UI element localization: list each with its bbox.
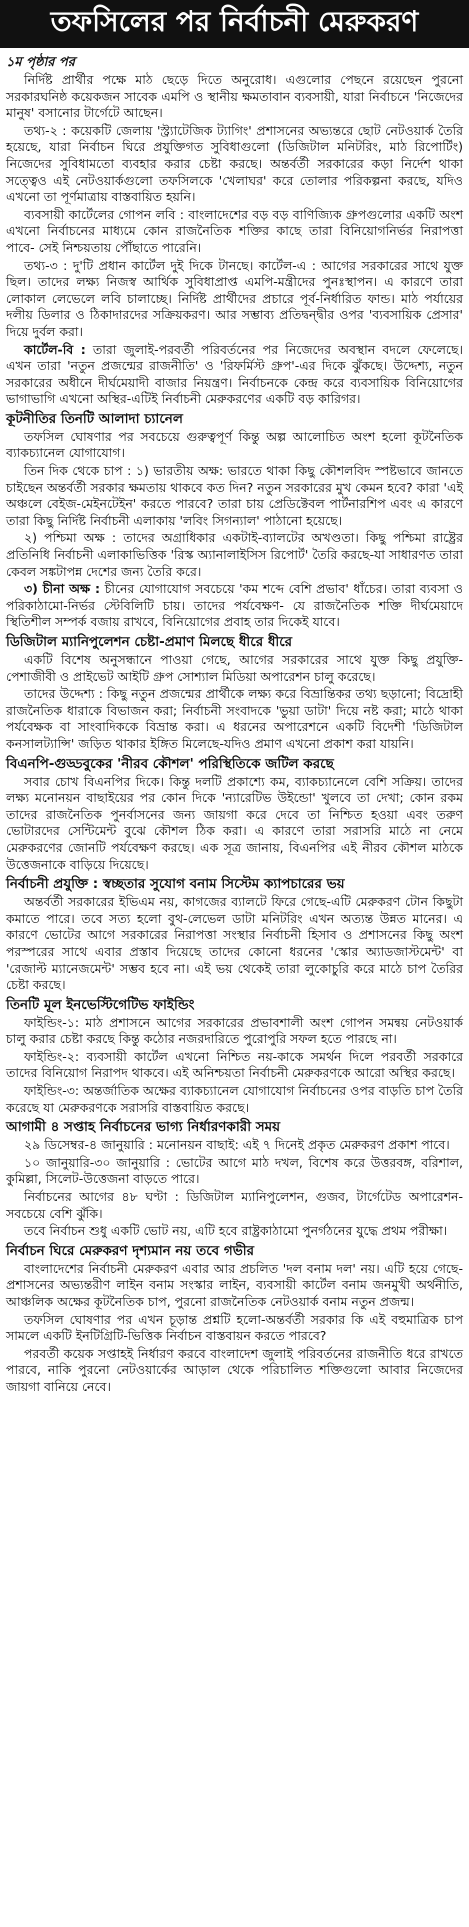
article-body — [0, 48, 469, 1396]
section-heading: ডিজিটাল ম্যানিপুলেশন চেষ্টা-প্রমাণ মিলছে ধীরে ধীরে — [6, 634, 293, 650]
paragraph-text: তিন দিক থেকে চাপ : ১) ভারতীয় অক্ষ: ভারতে থাকা কিছু কৌশলবিদ স্পষ্টভাবে জানতে চাইছেন অন্তর্বর্তী সরকার ক্ষমতায় থাকবে কত দিন? নতুন সরকারের মুখ কেমন হবে? কারা 'এই অঞ্চলে বেইজ-মেইনটেইন' করতে পারবে? তারা চায় প্রেডিক্টেবল পার্টনারশিপ এবং এ কারণে তারা কিছু নির্দিষ্ট নির্বাচনী এলাকায় 'লবিং সিগন্যাল' পাঠানো হয়েছে। — [6, 463, 463, 528]
paragraph-text: অন্তর্বর্তী সরকারের ইভিএম নয়, কাগজের ব্যালটে ফিরে গেছে-এটি মেরুকরণ টোন কিছুটা কমাতে পারে। তবে সত্য হলো বুথ-লেভেল ডাটা মনিটরিং এখন অত্যন্ত উন্নত মানের। এ কারণে ভোটের আগে সরকারের নিরাপত্তা সংস্থার নির্বাচনী হিসাব ও প্রশাসনের কিছু অংশ পরস্পরের সাথে এবার প্রস্তাব দিয়েছে তাদের কোনো ধরনের 'স্কোর অ্যাডজাস্টমেন্ট' বা 'রেজাল্ট ম্যানেজমেন্ট' সম্ভব হবে না। এই ভয় থেকেই তারা লুকোচুরি করে মাঠে চাপ তৈরির চেষ্টা করছে। — [6, 894, 463, 993]
paragraph — [6, 686, 463, 752]
paragraph-text: নির্বাচনের আগের ৪৮ ঘণ্টা : ডিজিটাল ম্যানিপুলেশন, গুজব, টার্গেটেড অপারেশন-সবচেয়ে বেশি ঝুঁকি। — [6, 1189, 463, 1221]
paragraph-text: ফাইন্ডিং-২: ব্যবসায়ী কার্টেল এখনো নিশ্চিত নয়-কাকে সমর্থন দিলে পরবর্তী সরকারে তাদের বিনিয়োগ নিরাপদ থাকবে। এই অনিশ্চয়তা নির্বাচনী মেরুকরণকে আরো অস্থির করছে। — [6, 1048, 463, 1081]
section-heading: কূটনীতির তিনটি আলাদা চ্যানেল — [6, 410, 183, 427]
paragraph-text: ২৯ ডিসেম্বর-৪ জানুয়ারি : মনোনয়ন বাছাই: এই ৭ দিনেই প্রকৃত মেরুকরণ প্রকাশ পাবে। — [24, 1137, 450, 1153]
section-heading: নির্বাচনী প্রযুক্তি : স্বচ্ছতার সুযোগ বনাম সিস্টেম ক্যাপচারের ভয় — [6, 876, 345, 893]
paragraph-text: ফাইন্ডিং-১: মাঠ প্রশাসনে আগের সরকারের প্রভাবশালী অংশ গোপন সমন্বয় নেটওয়ার্ক চালু করার চেষ্টা করছে কিন্তু কঠোর নজরদারিতে পুরোপুরি সফল হতে পারছে না। — [6, 1014, 463, 1047]
paragraph — [6, 123, 463, 206]
paragraph-text: ১০ জানুয়ারি-৩০ জানুয়ারি : ভোটের আগে মাঠ দখল, বিশেষ করে উত্তরবঙ্গ, বরিশাল, কুমিল্লা, সিলেট-উত্তেজনা বাড়তে পারে। — [6, 1154, 463, 1187]
paragraph — [6, 652, 463, 685]
paragraph-text: পরবর্তী কয়েক সপ্তাহই নির্ধারণ করবে বাংলাদেশ জুলাই পরিবর্তনের রাজনীতি ধরে রাখতে পারবে, নাকি পুরনো নেটওয়ার্কের আড়াল থেকে পরিচালিত শক্তিগুলো আবার নিজেদের জায়গা বানিয়ে নেবে। — [6, 1345, 463, 1394]
paragraph — [6, 429, 463, 462]
paragraph-text: তবে নির্বাচন শুধু একটি ভোট নয়, এটি হবে রাষ্ট্রকাঠামো পুনর্গঠনের যুদ্ধে প্রথম পরীক্ষা। — [24, 1223, 448, 1239]
section-heading: বিএনপি-গুড্ডবুকের 'নীরব কৌশল' পরিস্থিতিকে জটিল করছে — [6, 755, 334, 772]
section-heading: তিনটি মূল ইনভেস্টিগেটিভ ফাইন্ডিং — [6, 996, 195, 1013]
paragraph-text: তথ্য-২ : কয়েকটি জেলায় 'স্ট্র্যাটেজিক ট্যাগিং' প্রশাসনের অভ্যন্তরে ছোট নেটওয়ার্ক তৈরি হয়েছে, যারা নির্বাচন ঘিরে প্রযুক্তিগত সুবিধাগুলো (ডিজিটাল মনিটরিং, মাঠ রিপোর্টিং) নিজেদের সুবিধামতো ব্যবহার করার চেষ্টা করছে। অন্তর্বর্তী সরকারের কড়া নির্দেশ থাকা সত্ত্বেও এই নেটওয়ার্কগুলো তফসিলকে 'খেলাঘর' করে তোলার পরিকল্পনা করছে, যদিও এখনো তা পূর্ণমাত্রায় বাস্তবায়িত হয়নি। — [6, 122, 463, 205]
paragraph — [6, 463, 463, 529]
paragraph — [6, 774, 463, 874]
paragraph — [6, 1015, 463, 1048]
continued-label: ১ম পৃষ্ঠার পর — [6, 55, 75, 70]
paragraph — [6, 207, 463, 257]
paragraph-text: ২) পশ্চিমা অক্ষ : তাদের অগ্রাধিকার একটাই-ব্যালটের অখণ্ডতা। কিছু পশ্চিমা রাষ্ট্রের প্রতিনিধি নির্বাচনী এলাকাভিত্তিক 'রিস্ক অ্যানালাইসিস রিপোর্ট' তৈরি করছে-যা সাধারণত তারা কেবল সঙ্কটাপন্ন দেশের জন্য তৈরি করে। — [6, 530, 463, 579]
paragraph — [6, 581, 463, 631]
paragraph — [6, 1261, 463, 1311]
paragraph — [6, 894, 463, 994]
paragraph — [6, 72, 463, 122]
paragraph — [6, 258, 463, 341]
section-heading: আগামী ৪ সপ্তাহ নির্বাচনের ভাগ্য নির্ধারণকারী সময় — [6, 1119, 281, 1136]
paragraph-text: তারা জুলাই-পরবর্তী পরিবর্তনের পর নিজেদের অবস্থান বদলে ফেলেছে। এখন তারা 'নতুন প্রজন্মের রাজনীতি' ও 'রিফর্মিস্ট গ্রুপ'-এর দিকে ঝুঁকছে। উদ্দেশ্য, নতুন সরকারের অধীনে দীর্ঘমেয়াদী বাজার নিয়ন্ত্রণ। নির্বাচনকে কেন্দ্র করে ব্যবসায়িক বিনিয়োগের ভাগাভাগি এখনো অস্থির-এটিই নির্বাচনী মেরুকরণের একটি বড় কারিগর। — [6, 341, 463, 407]
paragraph — [6, 1189, 463, 1222]
paragraph-text: সবার চোখ বিএনপির দিকে। কিন্তু দলটি প্রকাশ্যে কম, ব্যাকচ্যানেলে বেশি সক্রিয়। তাদের লক্ষ্য মনোনয়ন বাছাইয়ের পর কোন দিকে 'ন্যারেটিভ উইন্ডো' খুলবে তা দেখা; কোন রকম তাদের রাজনৈতিক পুনর্বাসনের জন্য জায়গা করে দেবে তা নিশ্চিত হওয়া এবং তরুণ ভোটারদের সেন্টিমেন্ট বুঝে কৌশল ঠিক করা। এ কারণে তারা সরাসরি মাঠে না নেমে মেরুকরণের জোনটি পর্যবেক্ষণ করছে। এক সূত্র জানায়, বিএনপির এই নীরব কৌশল মাঠকে উত্তেজনাকে বাড়িয়ে দিয়েছে। — [6, 773, 464, 872]
paragraph — [6, 530, 463, 580]
paragraph — [6, 1312, 463, 1345]
paragraph-text: বাংলাদেশের নির্বাচনী মেরুকরণ এবার আর প্রচলিত 'দল বনাম দল' নয়। এটি হয়ে গেছে- প্রশাসনের অভ্যন্তরীণ লাইন বনাম সংস্কার লাইন, ব্যবসায়ী কার্টেল বনাম জনমুখী অর্থনীতি, আঞ্চলিক অক্ষের কূটনৈতিক চাপ, পুরনো রাজনৈতিক নেটওয়ার্ক বনাম নতুন প্রজন্ম। — [6, 1260, 463, 1309]
paragraph-text: একটি বিশেষ অনুসন্ধানে পাওয়া গেছে, আগের সরকারের সাথে যুক্ত কিছু প্রযুক্তি-পেশাজীবী ও প্রাইভেট আইটি গ্রুপ সোশ্যাল মিডিয়া অপারেশন চালু করেছে। — [6, 652, 463, 684]
paragraph-text: চীনের যোগাযোগ সবচেয়ে 'কম শব্দে বেশি প্রভাব' ধাঁচের। তারা ব্যবসা ও পরিকাঠামো-নির্ভর স্টেবিলিটি চায়। তাদের পর্যবেক্ষণ- যে রাজনৈতিক শক্তি দীর্ঘমেয়াদে স্থিতিশীল সম্পর্ক বজায় রাখবে, বিনিয়োগের প্রবাহ তার দিকেই যাবে। — [6, 581, 463, 630]
paragraph-text: তাদের উদ্দেশ্য : কিছু নতুন প্রজন্মের প্রার্থীকে লক্ষ্য করে বিভ্রান্তিকর তথ্য ছড়ানো; বিদ্রোহী রাজনৈতিক ধারাকে বিভাজন করা; নির্বাচনী সংবাদকে 'ভুয়া ডাটা' দিয়ে নষ্ট করা; মাঠে থাকা পর্যবেক্ষক বা সাংবাদিককে বিভ্রান্ত করা। এ ধরনের অপারেশনে একটি বিদেশী 'ডিজিটাল কনসালট্যান্সি' জড়িত থাকার ইঙ্গিত মিলেছে-যদিও প্রমাণ এখনো প্রকাশ করা যায়নি। — [6, 686, 463, 751]
paragraph-lead: ৩) চীনা অক্ষ : — [24, 581, 101, 597]
paragraph — [6, 1049, 463, 1082]
paragraph — [6, 1155, 463, 1188]
article-headline: তফসিলের পর নির্বাচনী মেরুকরণ — [0, 0, 469, 48]
paragraph-text: ফাইন্ডিং-৩: অন্তর্জাতিক অক্ষের ব্যাকচ্যানেল যোগাযোগ নির্বাচনের ওপর বাড়তি চাপ তৈরি করেছে যা মেরুকরণকে সরাসরি বাস্তবায়িত করছে। — [6, 1083, 463, 1115]
paragraph-text: তথ্য-৩ : দু'টি প্রধান কার্টেল দুই দিকে টানছে। কার্টেল-এ : আগের সরকারের সাথে যুক্ত ছিল। তাদের লক্ষ্য নিজস্ব আর্থিক সুবিধাপ্রাপ্ত এমপি-মন্ত্রীদের পুনঃস্থাপন। এ কারণে তারা লোকাল লেভেলে লবি চালাচ্ছে। নির্দিষ্ট প্রার্থীদের প্রচারে পূর্ব-নির্ধারিত ফান্ড। মাঠ পর্যায়ের দলীয় ডিলার ও ঠিকাদারদের সক্রিয়করণ। আর সম্ভাব্য প্রতিদ্বন্দ্বীর ওপর 'ব্যবসায়িক প্রেসার' দিয়ে দুর্বল করা। — [6, 257, 463, 339]
paragraph-lead: কার্টেল-বি : — [24, 341, 86, 357]
paragraph — [6, 1137, 463, 1154]
paragraph — [6, 1223, 463, 1240]
paragraph-text: তফসিল ঘোষণার পর সবচেয়ে গুরুত্বপূর্ণ কিন্তু অল্প আলোচিত অংশ হলো কূটনৈতিক ব্যাকচ্যানেল যোগাযোগ। — [6, 428, 463, 461]
article-blocks — [6, 72, 463, 1396]
paragraph — [6, 342, 463, 408]
paragraph — [6, 1346, 463, 1396]
section-heading: নির্বাচন ঘিরে মেরুকরণ দৃশ্যমান নয় তবে গভীর — [6, 1242, 255, 1259]
paragraph-text: ব্যবসায়ী কার্টেলের গোপন লবি : বাংলাদেশের বড় বড় বাণিজ্যিক গ্রুপগুলোর একটি অংশ এখনো নির্বাচনের মাধ্যমে কোন রাজনৈতিক শক্তির কাছে তারা বিনিয়োগনির্ভর নিরাপত্তা পাবে- সেই নিশ্চয়তায় পৌঁছাতে পারেনি। — [6, 206, 463, 255]
paragraph-text: তফসিল ঘোষণার পর এখন চূড়ান্ত প্রশ্নটি হলো-অন্তর্বর্তী সরকার কি এই বহুমাত্রিক চাপ সামলে একটি ইনটিগ্রিটি-ভিত্তিক নির্বাচন বাস্তবায়ন করতে পারবে? — [6, 1311, 463, 1344]
paragraph-text: নির্দিষ্ট প্রার্থীর পক্ষে মাঠ ছেড়ে দিতে অনুরোধ। এগুলোর পেছনে রয়েছেন পুরনো সরকারঘনিষ্ঠ কয়েকজন সাবেক এমপি ও স্থানীয় ক্ষমতাবান ব্যবসায়ী, যারা নির্বাচনে 'নিজেদের মানুষ' বসানোর টার্গেটে আছেন। — [6, 72, 463, 121]
paragraph — [6, 1083, 463, 1116]
